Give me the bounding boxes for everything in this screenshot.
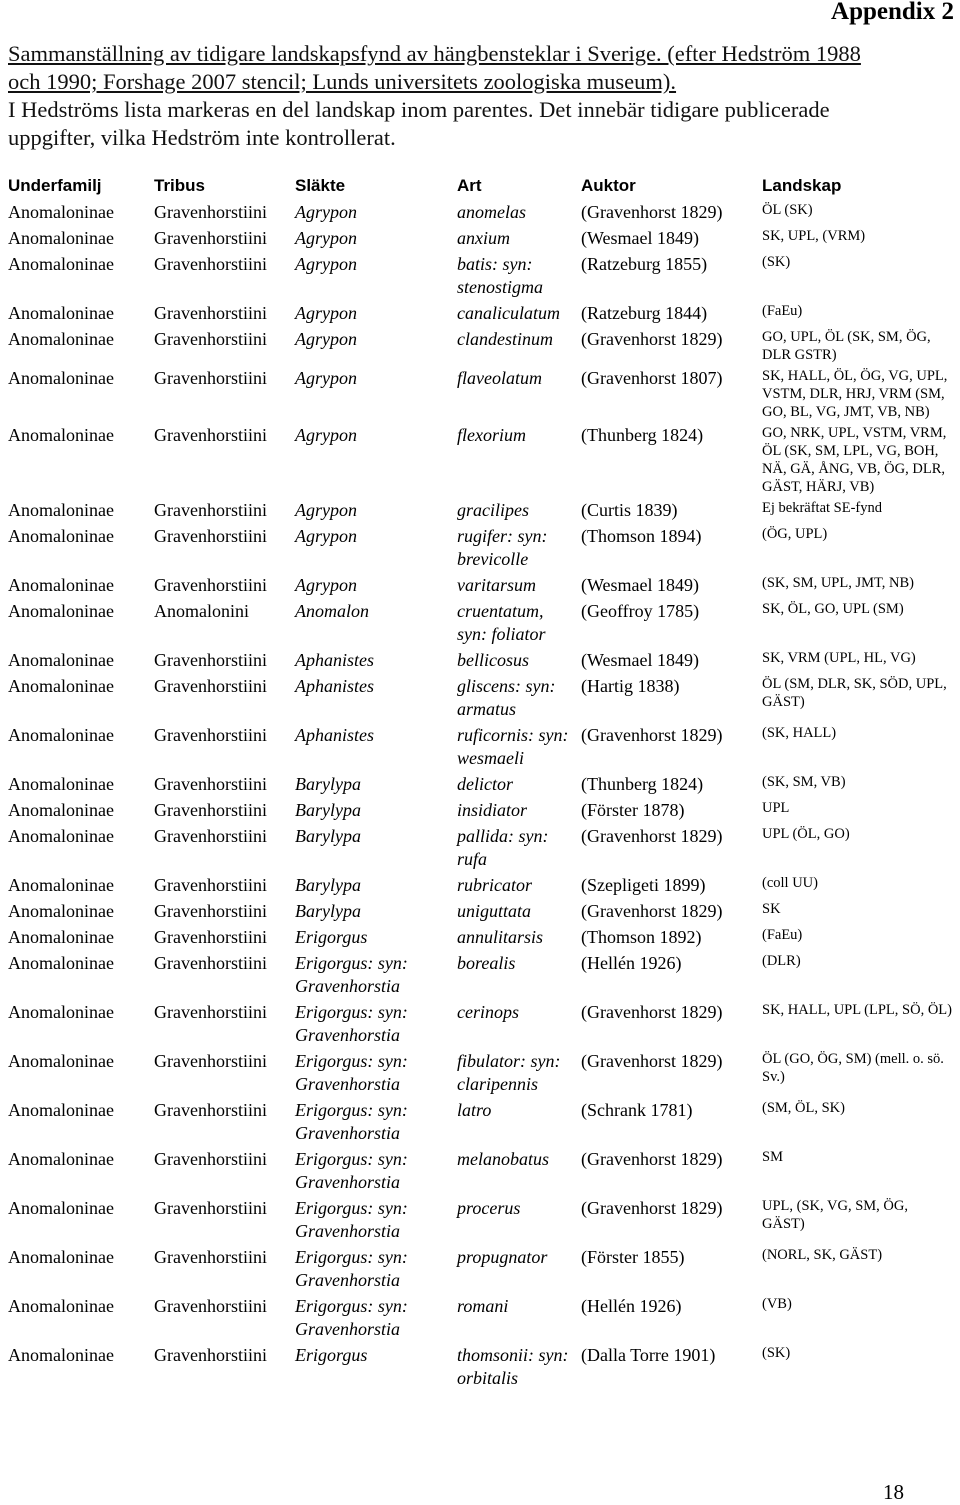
- cell-underfamilj: Anomaloninae: [8, 228, 114, 248]
- cell-tribus: Gravenhorstiini: [154, 800, 267, 820]
- cell-slakte: Erigorgus: syn: Gravenhorstia: [295, 953, 408, 996]
- cell-tribus: Gravenhorstiini: [154, 1100, 267, 1120]
- cell-slakte: Anomalon: [295, 601, 369, 621]
- cell-landskap: UPL: [762, 800, 790, 816]
- cell-landskap: (NORL, SK, GÄST): [762, 1247, 883, 1263]
- cell-auktor: (Gravenhorst 1829): [581, 1149, 723, 1169]
- cell-slakte: Agrypon: [295, 425, 357, 445]
- cell-underfamilj: Anomaloninae: [8, 500, 114, 520]
- cell-tribus: Gravenhorstiini: [154, 901, 267, 921]
- cell-underfamilj: Anomaloninae: [8, 202, 114, 222]
- cell-underfamilj: Anomaloninae: [8, 1051, 114, 1071]
- cell-tribus: Gravenhorstiini: [154, 927, 267, 947]
- table-row: [4, 649, 954, 675]
- cell-landskap: SK, VRM (UPL, HL, VG): [762, 650, 916, 666]
- cell-auktor: (Wesmael 1849): [581, 228, 700, 248]
- cell-art: thomsonii: syn: orbitalis: [457, 1345, 569, 1388]
- header-slakte: Släkte: [295, 176, 346, 195]
- table-row: [4, 1197, 954, 1246]
- cell-tribus: Gravenhorstiini: [154, 526, 267, 546]
- cell-art: borealis: [457, 953, 516, 973]
- cell-slakte: Agrypon: [295, 228, 357, 248]
- cell-art: propugnator: [457, 1247, 548, 1267]
- cell-auktor: (Hellén 1926): [581, 1296, 682, 1316]
- cell-art: romani: [457, 1296, 509, 1316]
- header-art: Art: [457, 176, 482, 195]
- cell-landskap: SK, ÖL, GO, UPL (SM): [762, 601, 904, 617]
- table-row: [4, 675, 954, 724]
- header-tribus: Tribus: [154, 176, 206, 195]
- header-landskap: Landskap: [762, 176, 842, 195]
- cell-slakte: Erigorgus: syn: Gravenhorstia: [295, 1051, 408, 1094]
- cell-slakte: Erigorgus: syn: Gravenhorstia: [295, 1296, 408, 1339]
- cell-landskap: ÖL (SK): [762, 202, 813, 218]
- table-row: [4, 328, 954, 367]
- cell-art: anxium: [457, 228, 510, 248]
- cell-landskap: UPL, (SK, VG, SM, ÖG, GÄST): [762, 1198, 908, 1232]
- cell-landskap: (VB): [762, 1296, 792, 1312]
- cell-slakte: Erigorgus: syn: Gravenhorstia: [295, 1198, 408, 1241]
- appendix-heading: Appendix 2: [831, 0, 954, 25]
- cell-underfamilj: Anomaloninae: [8, 368, 114, 388]
- cell-tribus: Gravenhorstiini: [154, 650, 267, 670]
- cell-tribus: Gravenhorstiini: [154, 676, 267, 696]
- cell-slakte: Erigorgus: syn: Gravenhorstia: [295, 1100, 408, 1143]
- cell-auktor: (Gravenhorst 1829): [581, 1198, 723, 1218]
- cell-auktor: (Szepligeti 1899): [581, 875, 706, 895]
- cell-slakte: Barylypa: [295, 826, 361, 846]
- cell-landskap: (FaEu): [762, 303, 803, 319]
- intro-line: I Hedströms lista markeras en del landskap inom parentes. Det innebär tidigare publicerade: [8, 97, 830, 122]
- cell-landskap: (SK): [762, 1345, 791, 1361]
- cell-auktor: (Dalla Torre 1901): [581, 1345, 716, 1365]
- intro-line: uppgifter, vilka Hedström inte kontrollerat.: [8, 125, 396, 150]
- table-row: [4, 926, 954, 952]
- cell-auktor: (Geoffroy 1785): [581, 601, 700, 621]
- cell-auktor: (Thomson 1894): [581, 526, 702, 546]
- cell-slakte: Erigorgus: syn: Gravenhorstia: [295, 1247, 408, 1290]
- cell-tribus: Gravenhorstiini: [154, 500, 267, 520]
- cell-tribus: Gravenhorstiini: [154, 254, 267, 274]
- table-row: [4, 1099, 954, 1148]
- cell-slakte: Erigorgus: [295, 927, 368, 947]
- cell-tribus: Gravenhorstiini: [154, 953, 267, 973]
- cell-art: procerus: [457, 1198, 521, 1218]
- cell-art: cerinops: [457, 1002, 519, 1022]
- cell-tribus: Gravenhorstiini: [154, 228, 267, 248]
- cell-underfamilj: Anomaloninae: [8, 650, 114, 670]
- cell-auktor: (Gravenhorst 1829): [581, 329, 723, 349]
- cell-landskap: (coll UU): [762, 875, 818, 891]
- cell-slakte: Erigorgus: syn: Gravenhorstia: [295, 1149, 408, 1192]
- intro-paragraph: [8, 40, 938, 152]
- cell-art: ruficornis: syn: wesmaeli: [457, 725, 569, 768]
- cell-landskap: SK, HALL, ÖL, ÖG, VG, UPL, VSTM, DLR, HRJ, VRM (SM, GO, BL, VG, JMT, VB, NB): [762, 368, 948, 420]
- cell-slakte: Barylypa: [295, 901, 361, 921]
- cell-art: rubricator: [457, 875, 533, 895]
- cell-landskap: (ÖG, UPL): [762, 526, 828, 542]
- cell-landskap: SK: [762, 901, 781, 917]
- table-row: [4, 302, 954, 328]
- cell-auktor: (Thomson 1892): [581, 927, 702, 947]
- cell-art: anomelas: [457, 202, 526, 222]
- cell-underfamilj: Anomaloninae: [8, 575, 114, 595]
- table-body: [4, 201, 954, 1393]
- cell-underfamilj: Anomaloninae: [8, 1002, 114, 1022]
- cell-underfamilj: Anomaloninae: [8, 875, 114, 895]
- cell-auktor: (Ratzeburg 1844): [581, 303, 708, 323]
- table-row: [4, 367, 954, 424]
- cell-tribus: Gravenhorstiini: [154, 1149, 267, 1169]
- table-row: [4, 1148, 954, 1197]
- cell-auktor: (Gravenhorst 1829): [581, 202, 723, 222]
- cell-auktor: (Gravenhorst 1829): [581, 1051, 723, 1071]
- cell-landskap: GO, NRK, UPL, VSTM, VRM, ÖL (SK, SM, LPL, VG, BOH, NÄ, GÄ, ÅNG, VB, ÖG, DLR, GÄST, HÄRJ, VB): [762, 425, 947, 495]
- cell-tribus: Gravenhorstiini: [154, 1051, 267, 1071]
- cell-landskap: (SK, HALL): [762, 725, 837, 741]
- cell-art: uniguttata: [457, 901, 532, 921]
- table-row: [4, 1344, 954, 1393]
- cell-art: melanobatus: [457, 1149, 549, 1169]
- cell-auktor: (Gravenhorst 1829): [581, 725, 723, 745]
- cell-landskap: SK, HALL, UPL (LPL, SÖ, ÖL): [762, 1002, 952, 1018]
- cell-landskap: ÖL (GO, ÖG, SM) (mell. o. sö. Sv.): [762, 1051, 944, 1085]
- cell-slakte: Agrypon: [295, 254, 357, 274]
- table-row: [4, 724, 954, 773]
- cell-art: delictor: [457, 774, 513, 794]
- header-auktor: Auktor: [581, 176, 636, 195]
- species-table: [4, 176, 954, 1393]
- cell-tribus: Gravenhorstiini: [154, 826, 267, 846]
- cell-landskap: SK, UPL, (VRM): [762, 228, 866, 244]
- table-row: [4, 1295, 954, 1344]
- cell-art: batis: syn: stenostigma: [457, 254, 544, 297]
- cell-slakte: Agrypon: [295, 303, 357, 323]
- cell-auktor: (Gravenhorst 1807): [581, 368, 723, 388]
- cell-underfamilj: Anomaloninae: [8, 601, 114, 621]
- table-row: [4, 900, 954, 926]
- cell-tribus: Gravenhorstiini: [154, 1247, 267, 1267]
- cell-landskap: (SK, SM, VB): [762, 774, 846, 790]
- cell-auktor: (Gravenhorst 1829): [581, 826, 723, 846]
- cell-underfamilj: Anomaloninae: [8, 425, 114, 445]
- table-row: [4, 525, 954, 574]
- cell-tribus: Gravenhorstiini: [154, 1345, 267, 1365]
- cell-auktor: (Curtis 1839): [581, 500, 678, 520]
- cell-underfamilj: Anomaloninae: [8, 1100, 114, 1120]
- cell-underfamilj: Anomaloninae: [8, 1296, 114, 1316]
- cell-landskap: SM: [762, 1149, 783, 1165]
- cell-underfamilj: Anomaloninae: [8, 303, 114, 323]
- cell-slakte: Barylypa: [295, 800, 361, 820]
- cell-art: rugifer: syn: brevicolle: [457, 526, 548, 569]
- table-row: [4, 574, 954, 600]
- cell-tribus: Gravenhorstiini: [154, 875, 267, 895]
- table-row: [4, 825, 954, 874]
- cell-art: annulitarsis: [457, 927, 544, 947]
- cell-underfamilj: Anomaloninae: [8, 725, 114, 745]
- table-row: [4, 1001, 954, 1050]
- cell-tribus: Gravenhorstiini: [154, 425, 267, 445]
- cell-tribus: Gravenhorstiini: [154, 202, 267, 222]
- cell-art: bellicosus: [457, 650, 529, 670]
- cell-auktor: (Thunberg 1824): [581, 425, 704, 445]
- table-row: [4, 799, 954, 825]
- cell-slakte: Erigorgus: [295, 1345, 368, 1365]
- cell-landskap: (SK): [762, 254, 791, 270]
- intro-line: och 1990; Forshage 2007 stencil; Lunds universitets zoologiska museum).: [8, 69, 677, 94]
- cell-auktor: (Hartig 1838): [581, 676, 680, 696]
- cell-underfamilj: Anomaloninae: [8, 826, 114, 846]
- table-row: [4, 499, 954, 525]
- cell-art: gliscens: syn: armatus: [457, 676, 556, 719]
- cell-landskap: Ej bekräftat SE-fynd: [762, 500, 882, 516]
- table-header-row: [4, 176, 954, 201]
- cell-tribus: Gravenhorstiini: [154, 329, 267, 349]
- table-row: [4, 874, 954, 900]
- cell-art: canaliculatum: [457, 303, 560, 323]
- cell-landskap: GO, UPL, ÖL (SK, SM, ÖG, DLR GSTR): [762, 329, 931, 363]
- cell-underfamilj: Anomaloninae: [8, 254, 114, 274]
- cell-underfamilj: Anomaloninae: [8, 901, 114, 921]
- cell-underfamilj: Anomaloninae: [8, 927, 114, 947]
- cell-art: fibulator: syn: claripennis: [457, 1051, 561, 1094]
- table-row: [4, 201, 954, 227]
- cell-auktor: (Förster 1855): [581, 1247, 685, 1267]
- cell-underfamilj: Anomaloninae: [8, 1247, 114, 1267]
- cell-slakte: Aphanistes: [295, 650, 374, 670]
- cell-underfamilj: Anomaloninae: [8, 1345, 114, 1365]
- cell-tribus: Gravenhorstiini: [154, 1198, 267, 1218]
- cell-tribus: Gravenhorstiini: [154, 725, 267, 745]
- cell-tribus: Gravenhorstiini: [154, 303, 267, 323]
- cell-underfamilj: Anomaloninae: [8, 953, 114, 973]
- cell-slakte: Agrypon: [295, 329, 357, 349]
- cell-auktor: (Schrank 1781): [581, 1100, 693, 1120]
- cell-landskap: UPL (ÖL, GO): [762, 826, 850, 842]
- cell-underfamilj: Anomaloninae: [8, 774, 114, 794]
- cell-tribus: Gravenhorstiini: [154, 1296, 267, 1316]
- table-row: [4, 227, 954, 253]
- cell-art: flexorium: [457, 425, 526, 445]
- cell-auktor: (Wesmael 1849): [581, 650, 700, 670]
- cell-slakte: Aphanistes: [295, 725, 374, 745]
- cell-underfamilj: Anomaloninae: [8, 526, 114, 546]
- table-row: [4, 1246, 954, 1295]
- cell-art: clandestinum: [457, 329, 553, 349]
- cell-art: insidiator: [457, 800, 528, 820]
- cell-tribus: Anomalonini: [154, 601, 249, 621]
- cell-auktor: (Ratzeburg 1855): [581, 254, 708, 274]
- cell-underfamilj: Anomaloninae: [8, 1198, 114, 1218]
- cell-landskap: (FaEu): [762, 927, 803, 943]
- cell-art: pallida: syn: rufa: [457, 826, 549, 869]
- cell-art: gracilipes: [457, 500, 529, 520]
- cell-slakte: Agrypon: [295, 526, 357, 546]
- cell-underfamilj: Anomaloninae: [8, 676, 114, 696]
- table-row: [4, 952, 954, 1001]
- cell-auktor: (Thunberg 1824): [581, 774, 704, 794]
- cell-auktor: (Wesmael 1849): [581, 575, 700, 595]
- cell-auktor: (Gravenhorst 1829): [581, 901, 723, 921]
- cell-auktor: (Gravenhorst 1829): [581, 1002, 723, 1022]
- cell-slakte: Agrypon: [295, 202, 357, 222]
- cell-slakte: Barylypa: [295, 875, 361, 895]
- cell-tribus: Gravenhorstiini: [154, 368, 267, 388]
- table-row: [4, 600, 954, 649]
- cell-tribus: Gravenhorstiini: [154, 575, 267, 595]
- cell-auktor: (Hellén 1926): [581, 953, 682, 973]
- cell-underfamilj: Anomaloninae: [8, 329, 114, 349]
- cell-tribus: Gravenhorstiini: [154, 1002, 267, 1022]
- cell-underfamilj: Anomaloninae: [8, 800, 114, 820]
- cell-slakte: Aphanistes: [295, 676, 374, 696]
- cell-landskap: ÖL (SM, DLR, SK, SÖD, UPL, GÄST): [762, 676, 947, 710]
- cell-art: varitarsum: [457, 575, 537, 595]
- cell-slakte: Agrypon: [295, 575, 357, 595]
- cell-slakte: Agrypon: [295, 500, 357, 520]
- cell-art: latro: [457, 1100, 492, 1120]
- cell-slakte: Erigorgus: syn: Gravenhorstia: [295, 1002, 408, 1045]
- cell-underfamilj: Anomaloninae: [8, 1149, 114, 1169]
- cell-tribus: Gravenhorstiini: [154, 774, 267, 794]
- cell-slakte: Barylypa: [295, 774, 361, 794]
- header-underfamilj: Underfamilj: [8, 176, 102, 195]
- page-number: 18: [883, 1480, 904, 1504]
- intro-line: Sammanställning av tidigare landskapsfynd av hängbensteklar i Sverige. (efter Hedström 1988: [8, 41, 861, 66]
- table-row: [4, 1050, 954, 1099]
- cell-art: flaveolatum: [457, 368, 542, 388]
- cell-art: cruentatum, syn: foliator: [457, 601, 546, 644]
- table-row: [4, 424, 954, 499]
- cell-landskap: (SK, SM, UPL, JMT, NB): [762, 575, 915, 591]
- table-row: [4, 773, 954, 799]
- cell-slakte: Agrypon: [295, 368, 357, 388]
- cell-auktor: (Förster 1878): [581, 800, 685, 820]
- cell-landskap: (SM, ÖL, SK): [762, 1100, 845, 1116]
- table-row: [4, 253, 954, 302]
- cell-landskap: (DLR): [762, 953, 801, 969]
